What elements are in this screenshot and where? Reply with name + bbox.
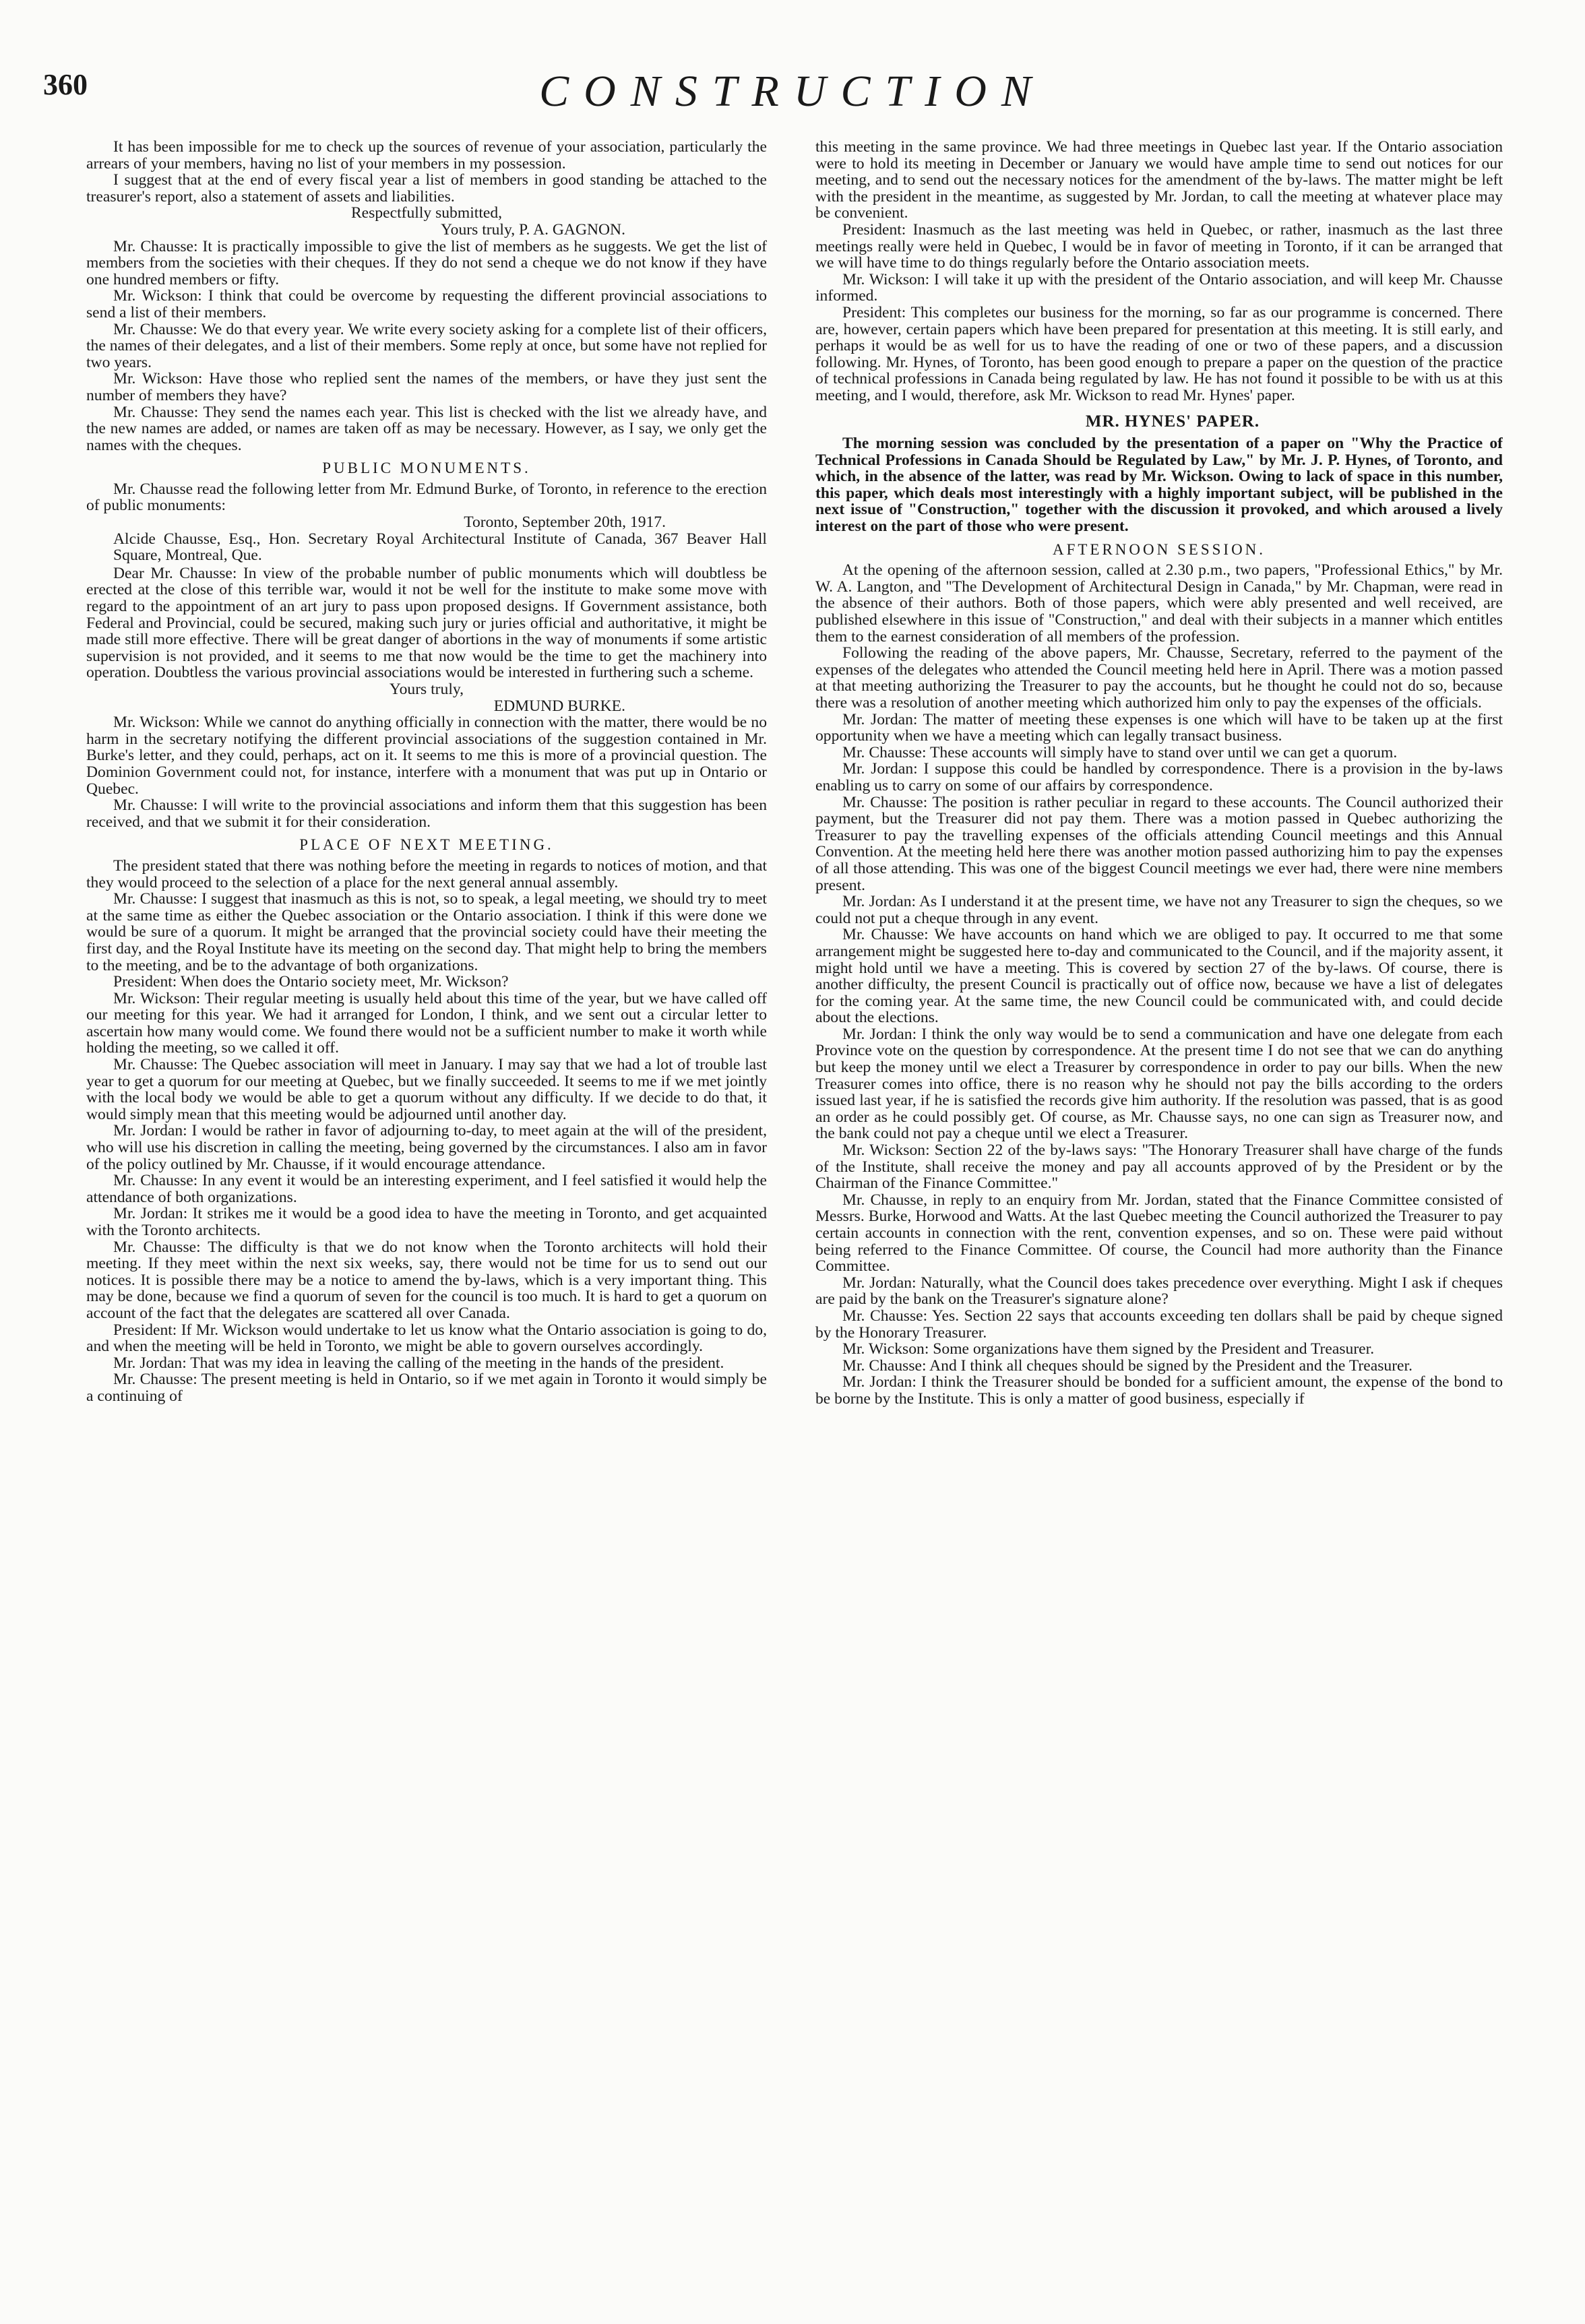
paragraph: Mr. Wickson: Section 22 of the by-laws says: "The Honorary Treasurer shall have charge of the funds of the Institute, shall receive the money and pay all accounts approved of by the President or by the Chairman of the Finance Committee." xyxy=(815,1141,1503,1193)
paragraph: Dear Mr. Chausse: In view of the probable number of public monuments which will doubtless be erected at the close of this terrible war, would it not be well for the institute to make some move with regard to the appointment of an art jury to pass upon proposed designs. If Government assistance, both Federal and Provincial, could be secured, making such jury or juries official and authoritative, it might be made still more effective. There will be great danger of abortions in the way of monuments if some artistic supervision is not provided, and it seems to me that now would be the time to get the machinery into operation. Doubtless the various provincial associations would be interested in furthering such a scheme. xyxy=(86,564,767,682)
paragraph: Mr. Chausse: The Quebec association will meet in January. I may say that we had a lot of trouble last year to get a quorum for our meeting at Quebec, but we finally succeeded. It seems to me if we met jointly with the local body we would be able to get a quorum without any difficulty. If we decide to do that, it would simply mean that this meeting would be adjourned until another day. xyxy=(86,1056,767,1123)
signature-line: EDMUND BURKE. xyxy=(493,697,625,715)
paragraph: Mr. Chausse: We have accounts on hand which we are obliged to pay. It occurred to me that some arrangement might be suggested here to-day and communicated to the Council, and if the majority assent, it might hold until we have a meeting. This is covered by section 27 of the by-laws. Of course, there is another difficulty, the present Council is practically out of office now, because we have a list of delegates for the coming year. At the same time, the new Council could be communicated with, and could decide about the elections. xyxy=(815,926,1503,1027)
paragraph: Mr. Chausse read the following letter from Mr. Edmund Burke, of Toronto, in reference to the erection of public monuments: xyxy=(86,480,767,515)
paragraph: At the opening of the afternoon session, called at 2.30 p.m., two papers, "Professional Ethics," by Mr. W. A. Langton, and "The Development of Architectural Design in Canada," by Mr. Chapman, were read in the absence of their authors. Both of those papers, which were ably presented and well received, are published elsewhere in this issue of "Construction," and deal with their subjects in a manner which entitles them to the earnest consideration of all members of the profession. xyxy=(815,561,1503,646)
paper-abstract: The morning session was concluded by the presentation of a paper on "Why the Practice of Technical Professions in Canada Should be Regulated by Law," by Mr. J. P. Hynes, of Toronto, and which, in the absence of the latter, was read by Mr. Wickson. Owing to lack of space in this number, this paper, which deals most interestingly with a highly important subject, will be published in the next issue of "Construction," together with the discussion it provoked, and which aroused a lively interest on the part of those who were present. xyxy=(815,435,1503,536)
paragraph: Mr. Chausse: It is practically impossible to give the list of members as he suggests. We get the list of members from the societies with their cheques. If they do not send a cheque we do not know if they have one hundred members or fifty. xyxy=(86,237,767,288)
letter-address: Alcide Chausse, Esq., Hon. Secretary Royal Architectural Institute of Canada, 367 Beaver Hall Square, Montreal, Que. xyxy=(113,530,767,565)
paragraph: Mr. Wickson: I think that could be overcome by requesting the different provincial associations to send a list of their members. xyxy=(86,287,767,321)
paragraph: Mr. Jordan: It strikes me it would be a good idea to have the meeting in Toronto, and get acquainted with the Toronto architects. xyxy=(86,1205,767,1239)
paragraph: Mr. Jordan: That was my idea in leaving the calling of the meeting in the hands of the president. xyxy=(113,1354,724,1372)
letter-dateline: Toronto, September 20th, 1917. xyxy=(464,513,666,532)
section-heading: PUBLIC MONUMENTS. xyxy=(322,460,531,477)
paragraph: Mr. Chausse: In any event it would be an interesting experiment, and I feel satisfied it would help the attendance of both organizations. xyxy=(86,1172,767,1206)
paragraph: this meeting in the same province. We had three meetings in Quebec last year. If the Ontario association were to hold its meeting in December or January we would have ample time to send out notices for our meeting, and to send out the necessary notices for the amendment of the by-laws. The matter might be left with the president in the meantime, as suggested by Mr. Jordan, to call the meeting at whatever place may be convenient. xyxy=(815,139,1503,222)
paragraph: Mr. Wickson: Their regular meeting is usually held about this time of the year, but we have called off our meeting for this year. We had it arranged for London, I think, and we sent out a circular letter to ascertain how many would come. We found there would not be a sufficient number to make it worth while holding the meeting, so we called it off. xyxy=(86,989,767,1057)
paragraph: It has been impossible for me to check up the sources of revenue of your association, particularly the arrears of your members, having no list of your members in my possession. xyxy=(86,139,767,172)
paragraph: I suggest that at the end of every fiscal year a list of members in good standing be attached to the treasurer's report, also a statement of assets and liabilities. xyxy=(86,171,767,206)
letter-closing: Respectfully submitted, xyxy=(350,204,503,222)
paragraph: Mr. Chausse: These accounts will simply have to stand over until we can get a quorum. xyxy=(842,743,1398,761)
masthead-title: CONSTRUCTION xyxy=(539,67,1046,116)
paragraph: Mr. Chausse: I will write to the provincial associations and inform them that this suggestion has been received, and that we submit it for their consideration. xyxy=(86,796,767,831)
page-header xyxy=(0,53,1585,127)
paragraph: Mr. Chausse: I suggest that inasmuch as this is not, so to speak, a legal meeting, we should try to meet at the same time as either the Quebec association or the Ontario association. I think if this were done we would be sure of a quorum. It might be arranged that the provincial society could have their meeting the first day, and the Royal Institute have its meeting on the second day. That might help to bring the members to the meeting, and be to the advantage of both organizations. xyxy=(86,890,767,974)
paragraph: Mr. Chausse: The position is rather peculiar in regard to these accounts. The Council authorized their payment, but the Treasurer did not pay them. There was a motion passed in Quebec authorizing the Treasurer to pay the travelling expenses of the officials attending Council meetings and this Annual Convention. At the meeting held here there was another motion passed authorizing him to pay the expenses of all those attending. This was one of the biggest Council meetings we ever had, there were nine members present. xyxy=(815,793,1503,894)
paragraph: President: Inasmuch as the last meeting was held in Quebec, or rather, inasmuch as the last three meetings really were held in Quebec, I would be in favor of meeting in Toronto, if it can be arranged that we will have time to do things regularly before the Ontario association meets. xyxy=(815,220,1503,272)
page-number: 360 xyxy=(43,68,88,101)
paragraph: Mr. Jordan: I suppose this could be handled by correspondence. There is a provision in the by-laws enabling us to carry on some of our affairs by correspondence. xyxy=(815,760,1503,794)
paragraph: President: When does the Ontario society meet, Mr. Wickson? xyxy=(113,973,509,991)
paragraph: Mr. Chausse: The present meeting is held in Ontario, so if we met again in Toronto it would simply be a continuing of xyxy=(86,1371,767,1405)
paragraph: Mr. Chausse: We do that every year. We write every society asking for a complete list of their officers, the names of their delegates, and a list of their members. Some reply at once, but some have not replied for two years. xyxy=(86,320,767,371)
paragraph: President: If Mr. Wickson would undertake to let us know what the Ontario association is going to do, and when the meeting will be held in Toronto, we might be able to govern ourselves accordingly. xyxy=(86,1321,767,1356)
paragraph: Mr. Jordan: I would be rather in favor of adjourning to-day, to meet again at the will of the president, who will use his discretion in calling the meeting, being governed by the circumstances. I also am in favor of the policy outlined by Mr. Chausse, if it would encourage attendance. xyxy=(86,1122,767,1173)
paragraph: The president stated that there was nothing before the meeting in regards to notices of motion, and that they would proceed to the selection of a place for the next general annual assembly. xyxy=(86,856,767,891)
paragraph: Mr. Chausse: Yes. Section 22 says that accounts exceeding ten dollars shall be paid by cheque signed by the Honorary Treasurer. xyxy=(815,1307,1503,1342)
section-heading: AFTERNOON SESSION. xyxy=(1052,540,1266,558)
paragraph: Mr. Jordan: Naturally, what the Council does takes precedence over everything. Might I ask if cheques are paid by the bank on the Treasurer's signature alone? xyxy=(815,1274,1503,1309)
paragraph: Mr. Jordan: I think the Treasurer should be bonded for a sufficient amount, the expense of the bond to be borne by the Institute. This is only a matter of good business, especially if xyxy=(815,1373,1503,1408)
paragraph: Mr. Chausse: They send the names each year. This list is checked with the list we already have, and the new names are added, or names are taken off as may be necessary. However, as I say, we only get the names with the cheques. xyxy=(86,403,767,454)
paragraph: Mr. Jordan: The matter of meeting these expenses is one which will have to be taken up at the first opportunity when we have a meeting which can legally transact business. xyxy=(815,710,1503,745)
section-heading: PLACE OF NEXT MEETING. xyxy=(299,836,554,854)
paragraph: Mr. Jordan: I think the only way would be to send a communication and have one delegate from each Province vote on the question by correspondence. At the present time I do not see that we can do anything but keep the money until we elect a Treasurer by correspondence in order to pay our bills. When the new Treasurer comes into office, there is no reason why he should not pay the bills according to the orders issued last year, if he is satisfied the records give him authority. If the resolution was passed, that is as good an order as he could possibly get. Of course, as Mr. Chausse says, no one can sign as Treasurer now, and the bank could not pay a cheque until we elect a Treasurer. xyxy=(815,1025,1503,1143)
paragraph: Mr. Wickson: Some organizations have them signed by the President and Treasurer. xyxy=(842,1340,1375,1358)
right-column xyxy=(815,139,1503,2302)
paragraph: Mr. Wickson: While we cannot do anything officially in connection with the matter, there would be no harm in the secretary notifying the different provincial associations of the suggestion contained in Mr. Burke's letter, and they could, perhaps, act on it. It seems to me this is more of a provincial question. The Dominion Government could not, for instance, interfere with a monument that was put up in Ontario or Quebec. xyxy=(86,714,767,798)
paragraph: Mr. Jordan: As I understand it at the present time, we have not any Treasurer to sign the cheques, so we could not put a cheque through in any event. xyxy=(815,893,1503,927)
paragraph: Mr. Wickson: Have those who replied sent the names of the members, or have they just sent the number of members they have? xyxy=(86,370,767,404)
paragraph: Mr. Chausse: And I think all cheques should be signed by the President and the Treasurer. xyxy=(842,1356,1412,1375)
paragraph: Mr. Chausse, in reply to an enquiry from Mr. Jordan, stated that the Finance Committee consisted of Messrs. Burke, Horwood and Watts. At the last Quebec meeting the Council authorized the Treasurer to pay certain accounts in connection with the rent, convention expenses, and so on. These were paid without being referred to the Finance Committee. Of course, the Council had more authority than the Finance Committee. xyxy=(815,1191,1503,1276)
paragraph: President: This completes our business for the morning, so far as our programme is concerned. There are, however, certain papers which have been prepared for presentation at this meeting. It is still early, and perhaps it would be as well for us to have the reading of one or two of these papers, and a discussion following. Mr. Hynes, of Toronto, has been good enough to prepare a paper on the question of the practice of technical professions in Canada being regulated by law. He has not found it possible to be with us at this meeting, and I would, therefore, ask Mr. Wickson to read Mr. Hynes' paper. xyxy=(815,303,1503,404)
left-column xyxy=(86,139,767,2302)
section-heading: MR. HYNES' PAPER. xyxy=(1085,412,1260,431)
paragraph: Following the reading of the above papers, Mr. Chausse, Secretary, referred to the payment of the expenses of the delegates who attended the Council meeting held here in April. There was a motion passed at that meeting authorizing the Treasurer to pay the accounts, but he thought he could not do so, because there was a resolution of another meeting which authorized him only to pay the expenses of the officials. xyxy=(815,644,1503,712)
letter-closing: Yours truly, xyxy=(389,681,464,698)
paragraph: Mr. Chausse: The difficulty is that we do not know when the Toronto architects will hold their meeting. If they meet within the next six weeks, say, there would not be time for us to send out our notices. It is possible there may be a notice to amend the by-laws, which is a very important thing. This may be done, because we find a quorum of seven for the council is too much. It is hard to get a quorum on account of the fact that the delegates are scattered all over Canada. xyxy=(86,1238,767,1322)
paragraph: Mr. Wickson: I will take it up with the president of the Ontario association, and will keep Mr. Chausse informed. xyxy=(815,270,1503,305)
signature-line: Yours truly, P. A. GAGNON. xyxy=(441,220,625,239)
